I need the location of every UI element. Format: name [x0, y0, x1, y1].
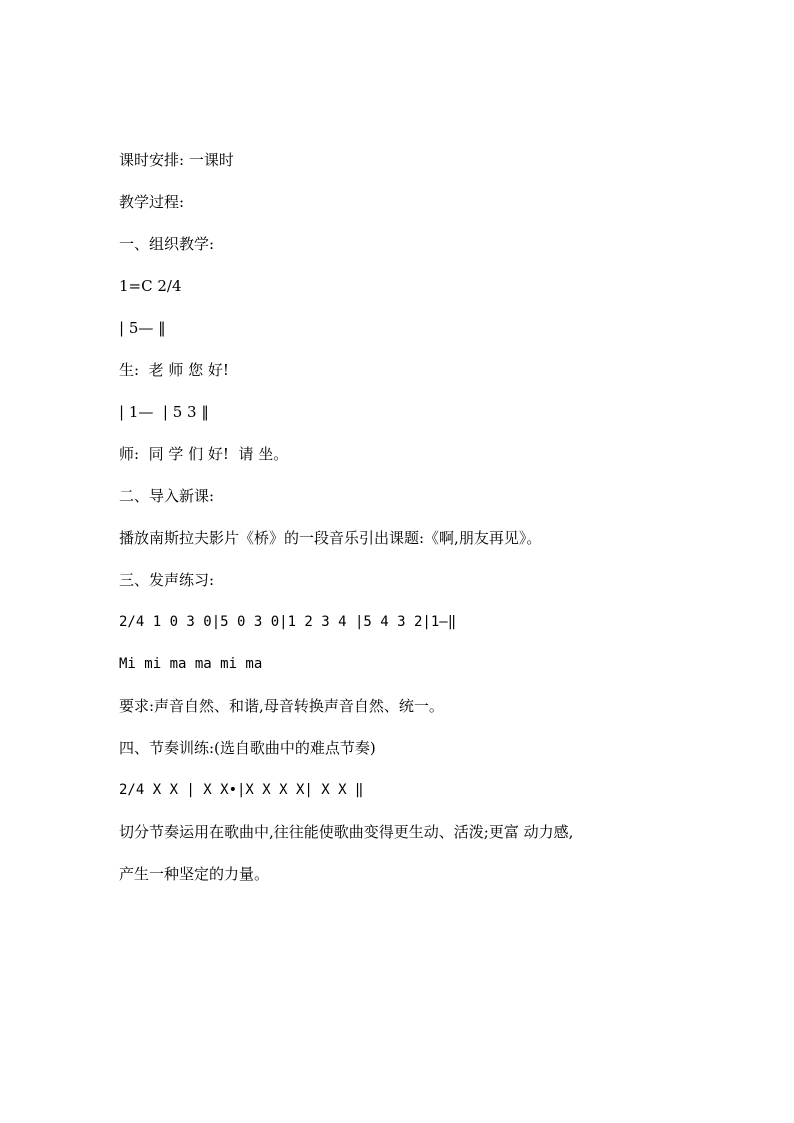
syncopation-paragraph-line-1: 切分节奏运用在歌曲中,往往能使歌曲变得更生动、活泼;更富 动力感,: [119, 823, 574, 841]
notation-line-2: | 1— | 5 3 ‖: [119, 403, 209, 421]
teacher-greeting-line: 师: 同 学 们 好! 请 坐。: [119, 445, 289, 463]
syncopation-paragraph-line-2: 产生一种坚定的力量。: [119, 865, 270, 883]
rhythm-notation: 2/4 X X | X X•|X X X X| X X ‖: [119, 782, 364, 798]
intro-paragraph: 播放南斯拉夫影片《桥》的一段音乐引出课题:《啊,朋友再见》。: [119, 529, 542, 547]
section-2-heading: 二、导入新课:: [119, 487, 215, 505]
vocal-exercise-syllables: Mi mi ma ma mi ma: [119, 656, 263, 672]
section-1-heading: 一、组织教学:: [119, 235, 215, 253]
teaching-process-heading: 教学过程:: [119, 193, 185, 211]
vocal-requirements-line: 要求:声音自然、和谐,母音转换声音自然、统一。: [119, 697, 444, 715]
vocal-exercise-notation: 2/4 1 0 3 0|5 0 3 0|1 2 3 4 |5 4 3 2|1—‖: [119, 614, 457, 630]
section-3-heading: 三、发声练习:: [119, 571, 215, 589]
lesson-schedule-line: 课时安排: 一课时: [119, 151, 234, 169]
notation-line-1: | 5— ‖: [119, 319, 166, 337]
key-signature-line: 1=C 2/4: [119, 277, 182, 295]
section-4-heading: 四、节奏训练:(选自歌曲中的难点节奏): [119, 739, 376, 757]
student-greeting-line: 生: 老 师 您 好!: [119, 361, 229, 379]
